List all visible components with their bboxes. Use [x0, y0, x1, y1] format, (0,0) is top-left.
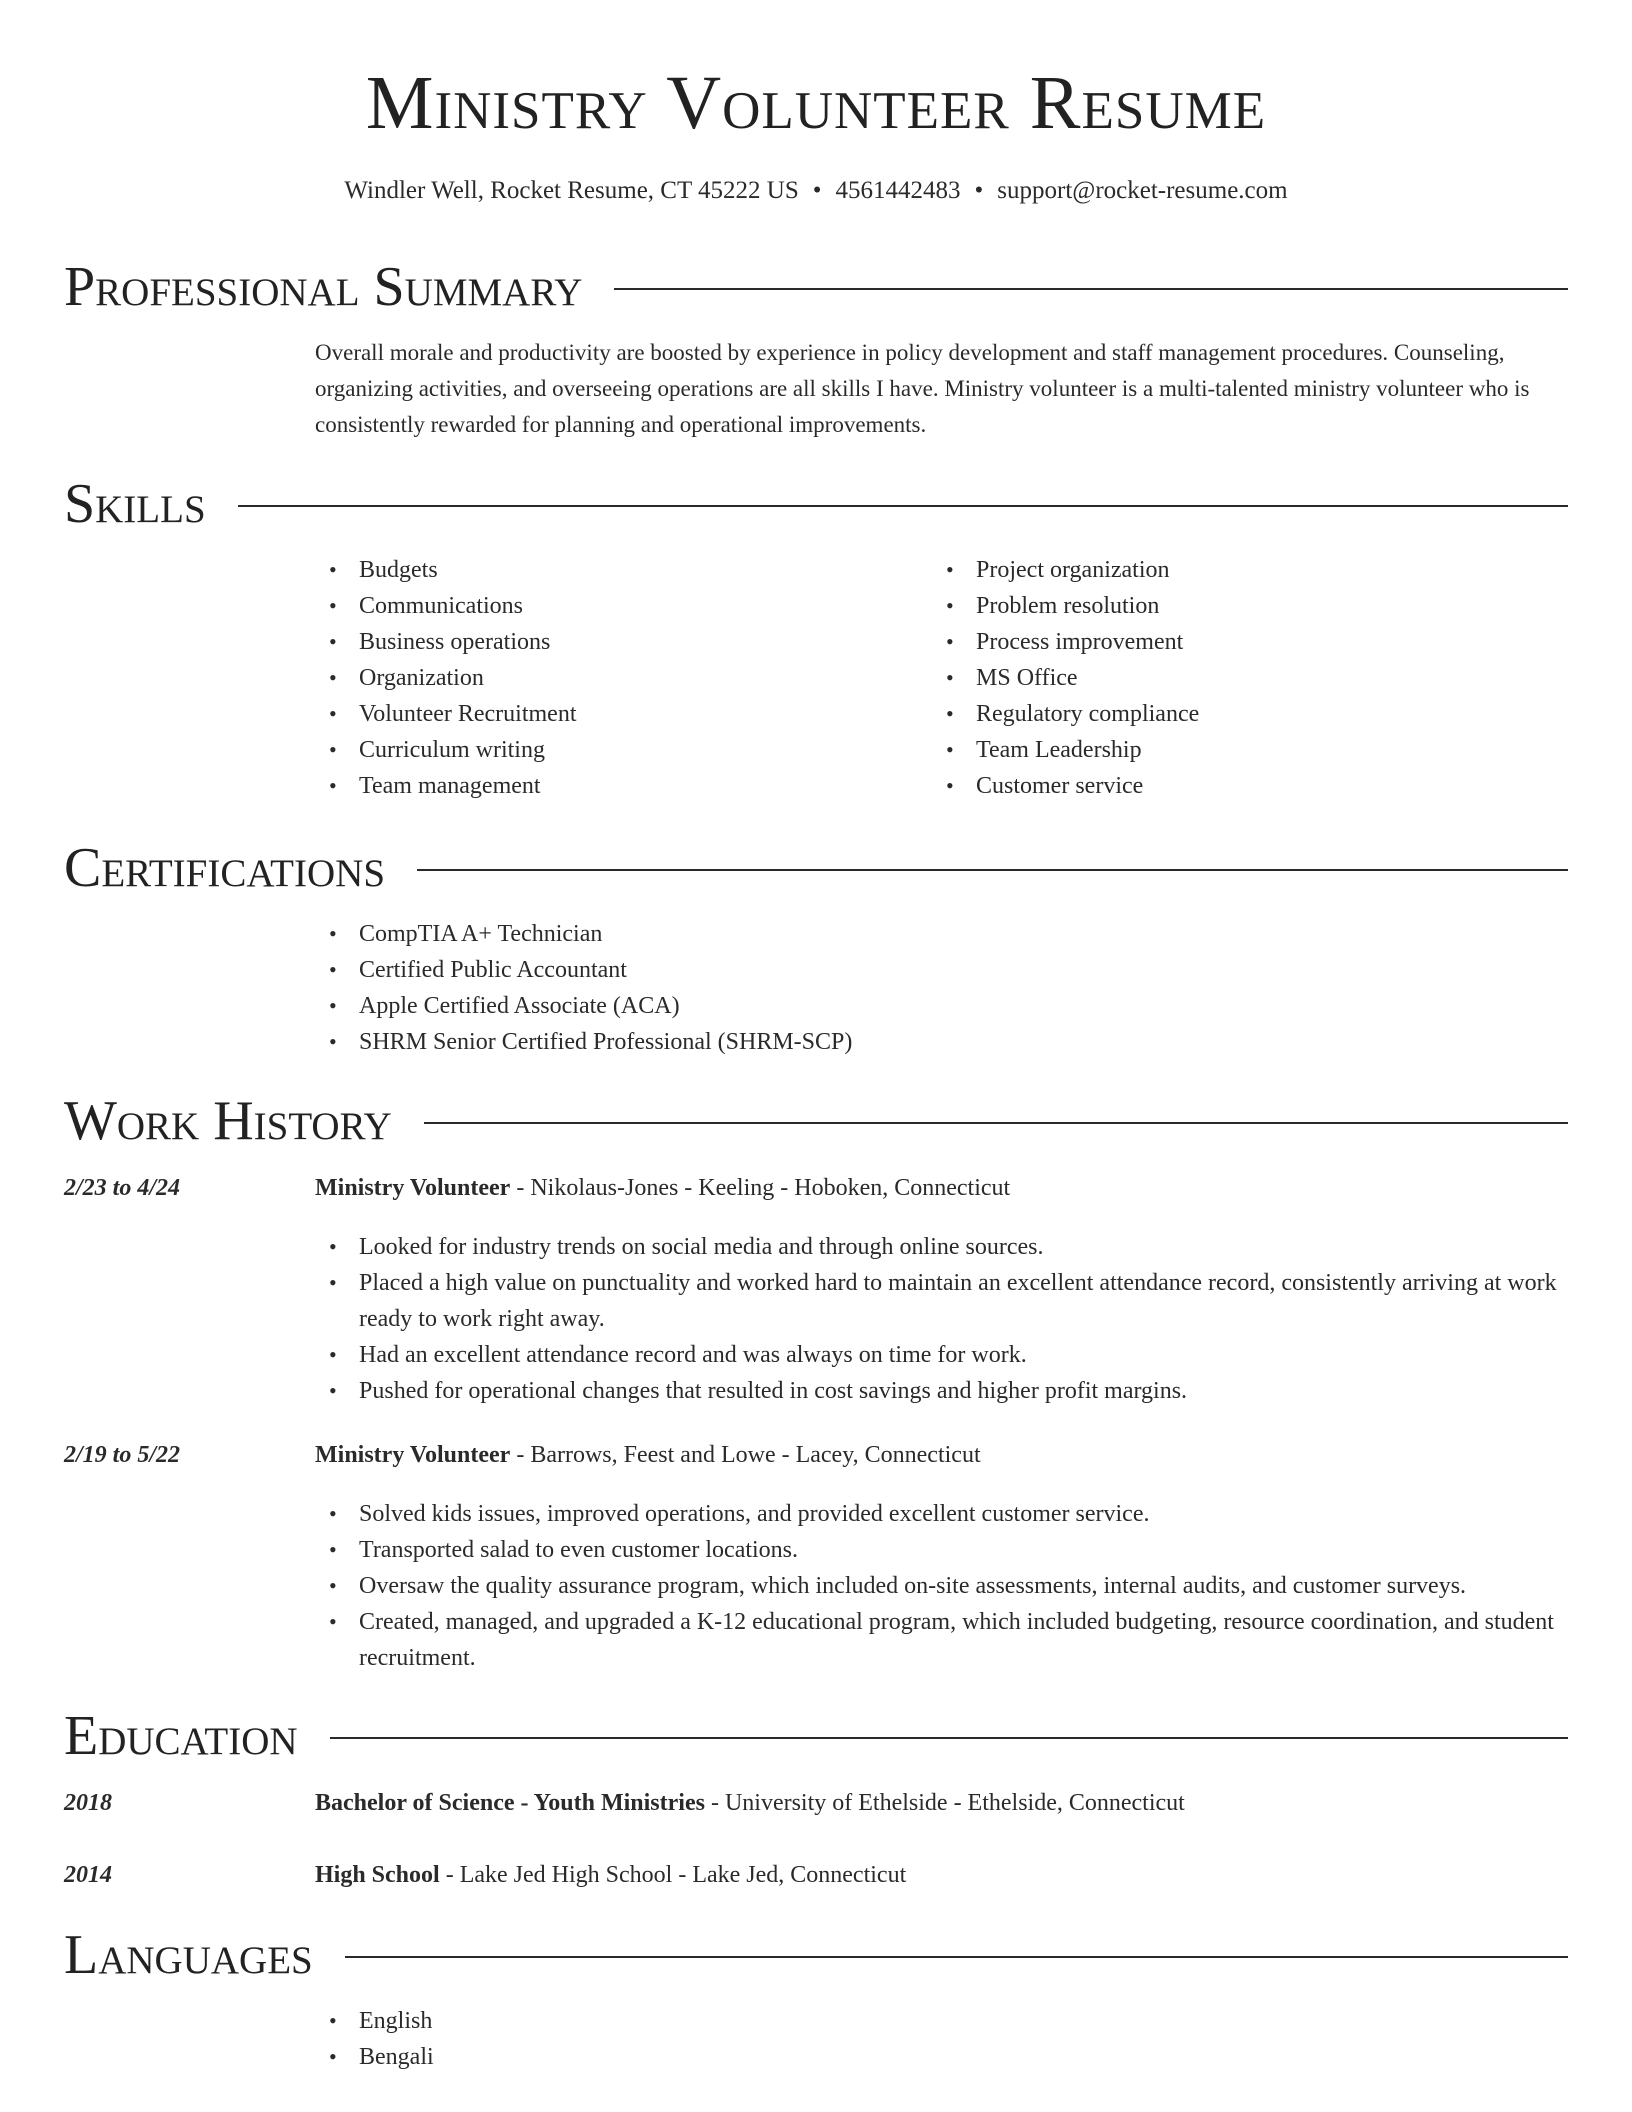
- certification-item: • Certified Public Accountant: [315, 952, 1515, 988]
- resume-title: Ministry Volunteer Resume: [365, 61, 1267, 145]
- education-year: 2014: [64, 1862, 112, 1888]
- language-item: • Bengali: [315, 2039, 915, 2075]
- certification-item: • SHRM Senior Certified Professional (SHRM-SCP): [315, 1024, 1515, 1060]
- section-divider: [614, 288, 1568, 290]
- section-title: Languages: [64, 1924, 313, 1986]
- skill-item: • Volunteer Recruitment: [315, 696, 915, 732]
- job-details: - Nikolaus-Jones - Keeling - Hoboken, Connecticut: [510, 1175, 1011, 1201]
- section-title: Professional Summary: [64, 256, 583, 318]
- education-degree: Bachelor of Science - Youth Ministries: [315, 1790, 705, 1816]
- skill-item: • MS Office: [932, 660, 1532, 696]
- education-degree: High School: [315, 1862, 440, 1888]
- skill-item: • Customer service: [932, 768, 1532, 804]
- certifications-list: [315, 916, 1515, 1060]
- section-divider: [424, 1122, 1568, 1124]
- job-title-line: [315, 1170, 1562, 1206]
- section-title: Certifications: [64, 837, 386, 899]
- section-header-certifications: [64, 833, 1568, 903]
- summary-text: Overall morale and productivity are boosted by experience in policy development and staff management procedures. Counseling, organizing activities, and overseeing operations are all skills I have. Ministry volunteer is a multi-talented ministry volunteer who is consistently rewarded for planning and operational improvements.: [315, 340, 1530, 437]
- skill-item: • Budgets: [315, 552, 915, 588]
- skill-item: • Team Leadership: [932, 732, 1532, 768]
- skill-item: • Organization: [315, 660, 915, 696]
- contact-separator: •: [812, 177, 822, 204]
- job-bullet: • Had an excellent attendance record and was always on time for work.: [315, 1337, 1562, 1373]
- job-bullet: • Looked for industry trends on social media and through online sources.: [315, 1229, 1562, 1265]
- job-bullet: • Created, managed, and upgraded a K-12 educational program, which included budgeting, resource coordination, and student recruitment.: [315, 1604, 1562, 1676]
- contact-email: support@rocket-resume.com: [997, 177, 1288, 204]
- section-divider: [417, 869, 1568, 871]
- job-bullets: [315, 1229, 1562, 1409]
- job-bullet: • Oversaw the quality assurance program, which included on-site assessments, internal audits, and customer surveys.: [315, 1568, 1562, 1604]
- job-bullet: • Transported salad to even customer locations.: [315, 1532, 1562, 1568]
- job-bullet: • Placed a high value on punctuality and worked hard to maintain an excellent attendance record, consistently arriving at work ready to work right away.: [315, 1265, 1562, 1337]
- job-role: Ministry Volunteer: [315, 1175, 511, 1201]
- section-divider: [330, 1737, 1568, 1739]
- job-details: - Barrows, Feest and Lowe - Lacey, Connecticut: [510, 1442, 981, 1468]
- certification-item: • CompTIA A+ Technician: [315, 916, 1515, 952]
- job-dates: 2/19 to 5/22: [64, 1442, 181, 1468]
- section-divider: [345, 1956, 1568, 1958]
- job-role: Ministry Volunteer: [315, 1442, 511, 1468]
- contact-phone: 4561442483: [835, 177, 961, 204]
- education-line: [315, 1785, 1562, 1821]
- education-year: 2018: [64, 1790, 112, 1816]
- education-details: - University of Ethelside - Ethelside, Connecticut: [704, 1790, 1185, 1816]
- job-title-line: [315, 1437, 1562, 1473]
- section-header-languages: [64, 1920, 1568, 1990]
- section-title: Education: [64, 1705, 298, 1767]
- certification-item: • Apple Certified Associate (ACA): [315, 988, 1515, 1024]
- languages-list: [315, 2003, 915, 2075]
- skill-item: • Team management: [315, 768, 915, 804]
- skill-item: • Business operations: [315, 624, 915, 660]
- skill-item: • Curriculum writing: [315, 732, 915, 768]
- section-header-summary: [64, 252, 1568, 322]
- section-title: Work History: [64, 1090, 392, 1152]
- education-line: [315, 1857, 1562, 1893]
- contact-address: Windler Well, Rocket Resume, CT 45222 US: [344, 177, 799, 204]
- skill-item: • Process improvement: [932, 624, 1532, 660]
- section-header-skills: [64, 469, 1568, 539]
- job-bullet: • Solved kids issues, improved operations, and provided excellent customer service.: [315, 1496, 1562, 1532]
- contact-line: [0, 174, 1632, 208]
- skill-item: • Communications: [315, 588, 915, 624]
- job-bullets: [315, 1496, 1562, 1676]
- section-header-work-history: [64, 1086, 1568, 1156]
- section-header-education: [64, 1701, 1568, 1771]
- education-details: - Lake Jed High School - Lake Jed, Connecticut: [439, 1862, 907, 1888]
- contact-separator: •: [974, 177, 984, 204]
- skill-item: • Problem resolution: [932, 588, 1532, 624]
- skills-column-right: [932, 552, 1532, 804]
- skill-item: • Regulatory compliance: [932, 696, 1532, 732]
- language-item: • English: [315, 2003, 915, 2039]
- job-dates: 2/23 to 4/24: [64, 1175, 181, 1201]
- job-bullet: • Pushed for operational changes that resulted in cost savings and higher profit margins.: [315, 1373, 1562, 1409]
- skill-item: • Project organization: [932, 552, 1532, 588]
- skills-column-left: [315, 552, 915, 804]
- section-divider: [238, 505, 1568, 507]
- section-title: Skills: [64, 473, 206, 535]
